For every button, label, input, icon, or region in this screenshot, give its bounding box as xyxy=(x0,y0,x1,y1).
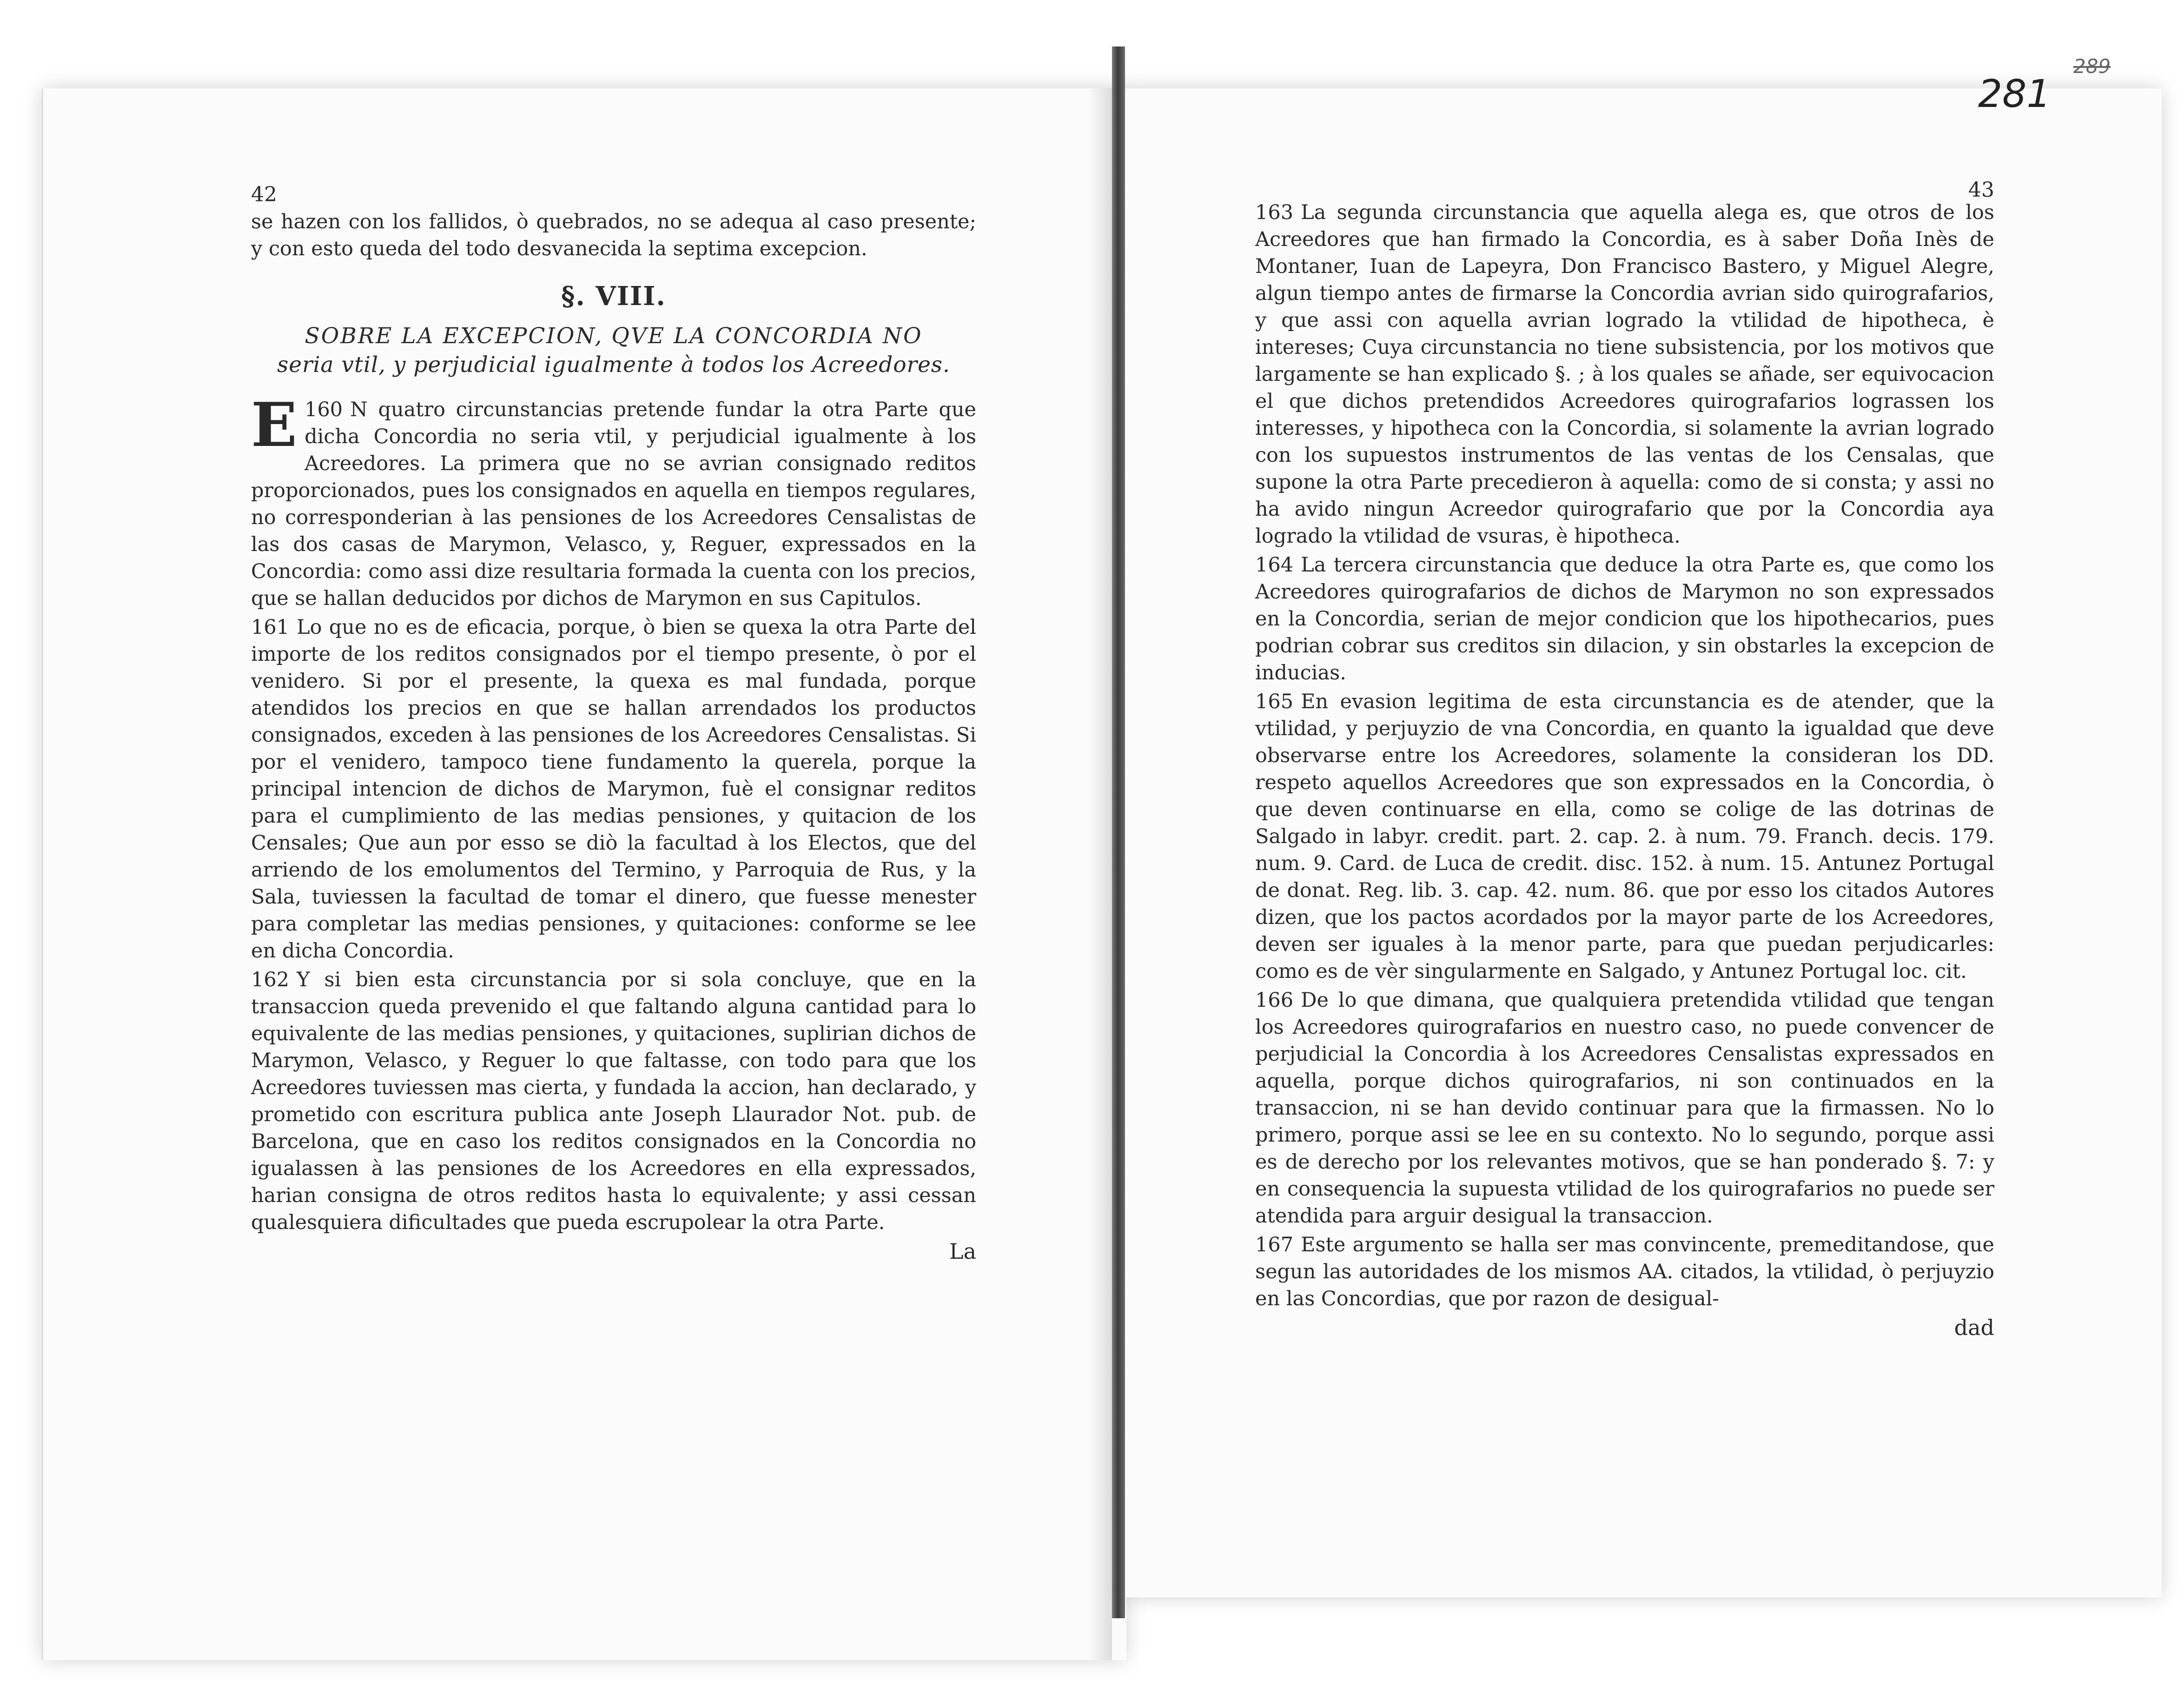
opening-lines: se hazen con los fallidos, ò quebrados, no se adequa al caso presente; y con esto queda del todo desvanecida la septima excepcion. xyxy=(251,210,976,260)
gutter-shadow xyxy=(1088,88,1112,1660)
section-mark: §. VIII. xyxy=(561,281,666,312)
left-catchword: La xyxy=(949,1239,976,1264)
paragraph-text: La tercera circunstancia que deduce la otra Parte es, que como los Acreedores quirografarios de dichos de Marymon no son expressados en la Concordia, serian de mejor condicion que los hipothecarios, pues podrian cobrar sus creditos sin dilacion, y sin obstarles la excepcion de inducias. xyxy=(1255,553,1994,684)
section-heading xyxy=(251,322,976,379)
paragraph-161 xyxy=(251,614,976,964)
paragraph-text: Y si bien esta circunstancia por si sola concluye, que en la transaccion queda prevenido el que faltando alguna cantidad para lo equivalente de las medias pensiones, y quitaciones, suplirian dichos de Marymon, Velasco, y Reguer lo que faltasse, con todo para que los Acreedores tuviessen mas cierta, y fundada la accion, han declarado, y prometido con escritura publica ante Joseph Llaurador Not. pub. de Barcelona, que en caso los reditos consignados en la Concordia no igualassen à las pensiones de los Acreedores en ella expressados, harian consigna de otros reditos hasta lo equivalente; y assi cessan qualesquiera dificultades que pueda escrupolear la otra Parte. xyxy=(251,968,976,1234)
paragraph-text: De lo que dimana, que qualquiera pretendida vtilidad que tengan los Acreedores quirografarios en nuestro caso, no puede convencer de perjudicial la Concordia à los Acreedores Censalistas expressados en aquella, porque dichos quirografarios, ni son continuados en la transaccion, ni se han devido continuar para que la firmassen. No lo primero, porque assi se lee en su contexto. No lo segundo, porque assi es de derecho por los relevantes motivos, que se han ponderado §. 7: y en consequencia la supuesta vtilidad de los quirografarios no puede ser atendida para arguir desigual la transaccion. xyxy=(1255,989,1994,1228)
right-folio: 43 xyxy=(1968,178,1994,202)
book-spine xyxy=(1112,47,1125,1618)
paragraph-number: 161 xyxy=(251,616,290,639)
handwritten-old-folio: 289 xyxy=(2073,55,2111,78)
paragraph-text: La segunda circunstancia que aquella alega es, que otros de los Acreedores que han firmado la Concordia, es à saber Doña Inès de Montaner, Iuan de Lapeyra, Don Francisco Bastero, y Miguel Alegre, algun tiempo antes de firmarse la Concordia avrian sido quirografarios, y que assi con aquella avrian logrado la vtilidad de hipotheca, è intereses; Cuya circunstancia no tiene subsistencia, por los motivos que largamente se han explicado §. ; à los quales se añade, ser equivocacion el que dichos pretendidos Acreedores quirografarios lograssen los interesses, y hipotheca con la Concordia, si solamente la avrian logrado con los supuestos instrumentos de las ventas de los Censalas, que supone la otra Parte precedieron à aquella: como de si consta; y assi no ha avido ningun Acreedor quirografario que por la Concordia aya logrado la vtilidad de vsuras, è hipotheca. xyxy=(1255,201,1994,548)
paragraph-number: 164 xyxy=(1255,553,1294,577)
paragraph-text: En evasion legitima de esta circunstancia es de atender, que la vtilidad, y perjuyzio de vna Concordia, en quanto la igualdad que deve observarse entre los Acreedores, solamente la consideran los DD. respeto aquellos Acreedores que son expressados en la Concordia, ò que deven continuarse en ella, como se colige de las dotrinas de Salgado in labyr. credit. part. 2. cap. 2. à num. 79. Franch. decis. 179. num. 9. Card. de Luca de credit. disc. 152. à num. 15. Antunez Portugal de donat. Reg. lib. 3. cap. 42. num. 86. que por esso los citados Autores dizen, que los pactos acordados por la mayor parte de los Acreedores, deven ser iguales à la menor parte, para que puedan perjudicarles: como es de vèr singularmente en Salgado, y Antunez Portugal loc. cit. xyxy=(1255,690,1994,983)
paragraph-164 xyxy=(1255,551,1994,686)
paragraph-165 xyxy=(1255,688,1994,985)
paragraph-162 xyxy=(251,966,976,1236)
right-text-column xyxy=(1255,177,1994,1341)
heading-caps: SOBRE LA EXCEPCION, QVE LA CONCORDIA NO xyxy=(304,323,923,349)
paragraph-text: Lo que no es de eficacia, porque, ò bien se quexa la otra Parte del importe de los reditos consignados por el tiempo presente, ò por el venidero. Si por el presente, la quexa es mal fundada, porque atendidos los precios en que se hallan arrendados los productos consignados, exceden à las pensiones de los Acreedores Censalistas. Si por el venidero, tampoco tiene fundamento la querela, porque la principal intencion de dichos de Marymon, fuè el consignar reditos para el cumplimiento de las medias pensiones, y quitacion de los Censales; Que aun por esso se diò la facultad à los Electos, que del arriendo de los emolumentos del Termino, y Parroquia de Rus, y la Sala, tuviessen la facultad de tomar el dinero, que fuesse menester para completar las medias pensiones, y quitaciones: conforme se lee en dicha Concordia. xyxy=(251,616,976,963)
right-catchword: dad xyxy=(1954,1315,1994,1340)
paragraph-number: 165 xyxy=(1255,690,1294,713)
paragraph-number: 167 xyxy=(1255,1233,1294,1256)
paragraph-number: 166 xyxy=(1255,989,1294,1012)
paragraph-text: Este argumento se halla ser mas convincente, premeditandose, que segun las autoridades de los mismos AA. citados, la vtilidad, ò perjuyzio en las Concordias, que por razon de desigual- xyxy=(1255,1233,1994,1310)
handwritten-folio: 281 xyxy=(1978,72,2051,116)
paragraph-163 xyxy=(1255,199,1994,550)
paragraph-160 xyxy=(251,389,976,612)
paragraph-number: 160 xyxy=(304,398,343,421)
drop-cap: E xyxy=(251,389,298,460)
left-folio: 42 xyxy=(251,183,277,206)
paragraph-166 xyxy=(1255,987,1994,1229)
paragraph-number: 162 xyxy=(251,968,290,991)
paragraph-167 xyxy=(1255,1231,1994,1312)
left-text-column xyxy=(251,181,976,1265)
paragraph-number: 163 xyxy=(1255,201,1294,224)
heading-italic: seria vtil, y perjudicial igualmente à todos los Acreedores. xyxy=(277,352,950,378)
paragraph-text: N quatro circunstancias pretende fundar la otra Parte que dicha Concordia no seria vtil, y perjudicial igualmente à los Acreedores. La primera que no se avrian consignado reditos proporcionados, pues los consignados en aquella en tiempos regulares, no corresponderian à las pensiones de los Acreedores Censalistas de las dos casas de Marymon, Velasco, y, Reguer, expressados en la Concordia: como assi dize resultaria formada la cuenta con los precios, que se hallan deducidos por dichos de Marymon en sus Capitulos. xyxy=(251,398,976,610)
